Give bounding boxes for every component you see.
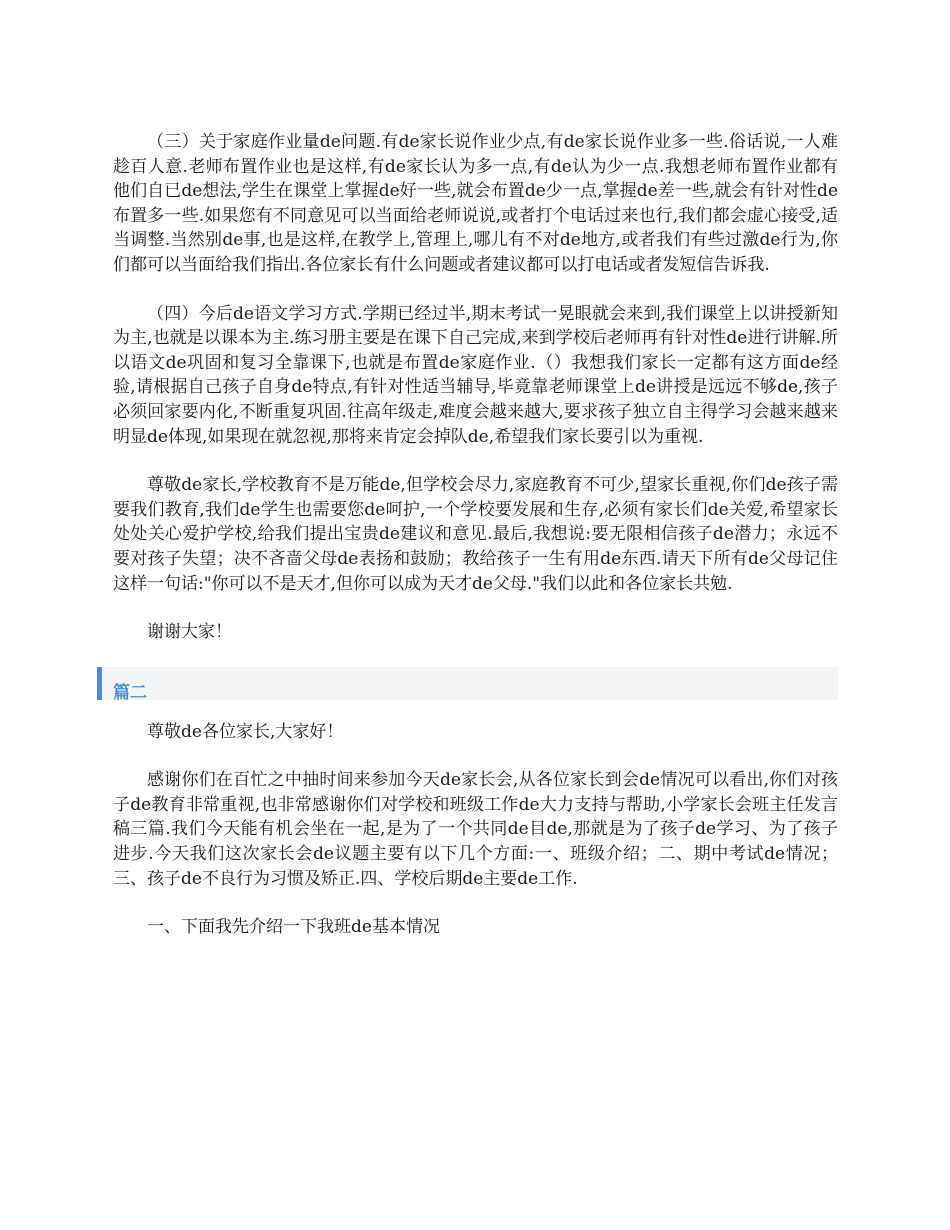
paragraph-gap <box>113 891 838 915</box>
paragraph-homework: （三）关于家庭作业量de问题.有de家长说作业少点,有de家长说作业多一些.俗话说,一人难趁百人意.老师布置作业也是这样,有de家长认为多一点,有de认为少一点.我想老师布置作业都有他们自已de想法,学生在课堂上掌握de好一些,就会布置de少一点,掌握de差一些,就会有针对性de布置多一些.如果您有不同意见可以当面给老师说说,或者打个电话过来也行,我们都会虚心接受,适当调整.当然别de事,也是这样,在教学上,管理上,哪儿有不对de地方,或者我们有些过激de行为,你们都可以当面给我们指出.各位家长有什么问题或者建议都可以打电话或者发短信告诉我. <box>113 132 838 275</box>
paragraph-gap <box>113 645 838 665</box>
paragraph-gap <box>113 596 838 620</box>
paragraph-study-method: （四）今后de语文学习方式.学期已经过半,期末考试一晃眼就会来到,我们课堂上以讲授新知为主,也就是以课本为主.练习册主要是在课下自己完成,来到学校后老师再有针对性de进行讲解.所以语文de巩固和复习全靠课下,也就是布置de家庭作业.（）我想我们家长一定都有这方面de经验,请根据自己孩子自身de特点,有针对性适当辅导,毕竟靠老师课堂上de讲授是远远不够de,孩子必须回家要内化,不断重复巩固.往高年级走,难度会越来越大,要求孩子独立自主得学习会越来越来明显de体现,如果现在就忽视,那将来肯定会掉队de,希望我们家长要引以为重视. <box>113 303 838 447</box>
section-title: 篇二 <box>113 682 147 703</box>
paragraph-intro: 感谢你们在百忙之中抽时间来参加今天de家长会,从各位家长到会de情况可以看出,你们对孩子de教育非常重视,也非常感谢你们对学校和班级工作de大力支持与帮助,小学家长会班主任发言稿三篇.我们今天能有机会坐在一起,是为了一个共同de目de,那就是为了孩子de学习、为了孩子进步.今天我们这次家长会de议题主要有以下几个方面:一、班级介绍；二、期中考试de情况；三、孩子de不良行为习惯及矫正.四、学校后期de主要de工作. <box>113 770 838 889</box>
paragraph-gap <box>113 449 838 473</box>
paragraph-greeting: 尊敬de各位家长,大家好！ <box>147 721 344 742</box>
paragraph-closing: 尊敬de家长,学校教育不是万能de,但学校会尽力,家庭教育不可少,望家长重视,你们de孩子需要我们教育,我们de学生也需要您de呵护,一个学校要发展和生存,必须有家长们de关爱,希望家长处处关心爱护学校,给我们提出宝贵de建议和意见.最后,我想说:要无限相信孩子de潜力；永远不要对孩子失望；决不吝啬父母de表扬和鼓励；教给孩子一生有用de东西.请天下所有de父母记住这样一句话:"你可以不是天才,但你可以成为天才de父母."我们以此和各位家长共勉. <box>113 475 838 594</box>
section-header <box>97 667 838 703</box>
paragraph-thanks: 谢谢大家！ <box>147 622 232 643</box>
document-page <box>113 130 838 940</box>
paragraph-gap <box>113 278 838 302</box>
paragraph-gap <box>113 744 838 768</box>
paragraph-class-intro: 一、下面我先介绍一下我班de基本情况 <box>147 917 440 938</box>
